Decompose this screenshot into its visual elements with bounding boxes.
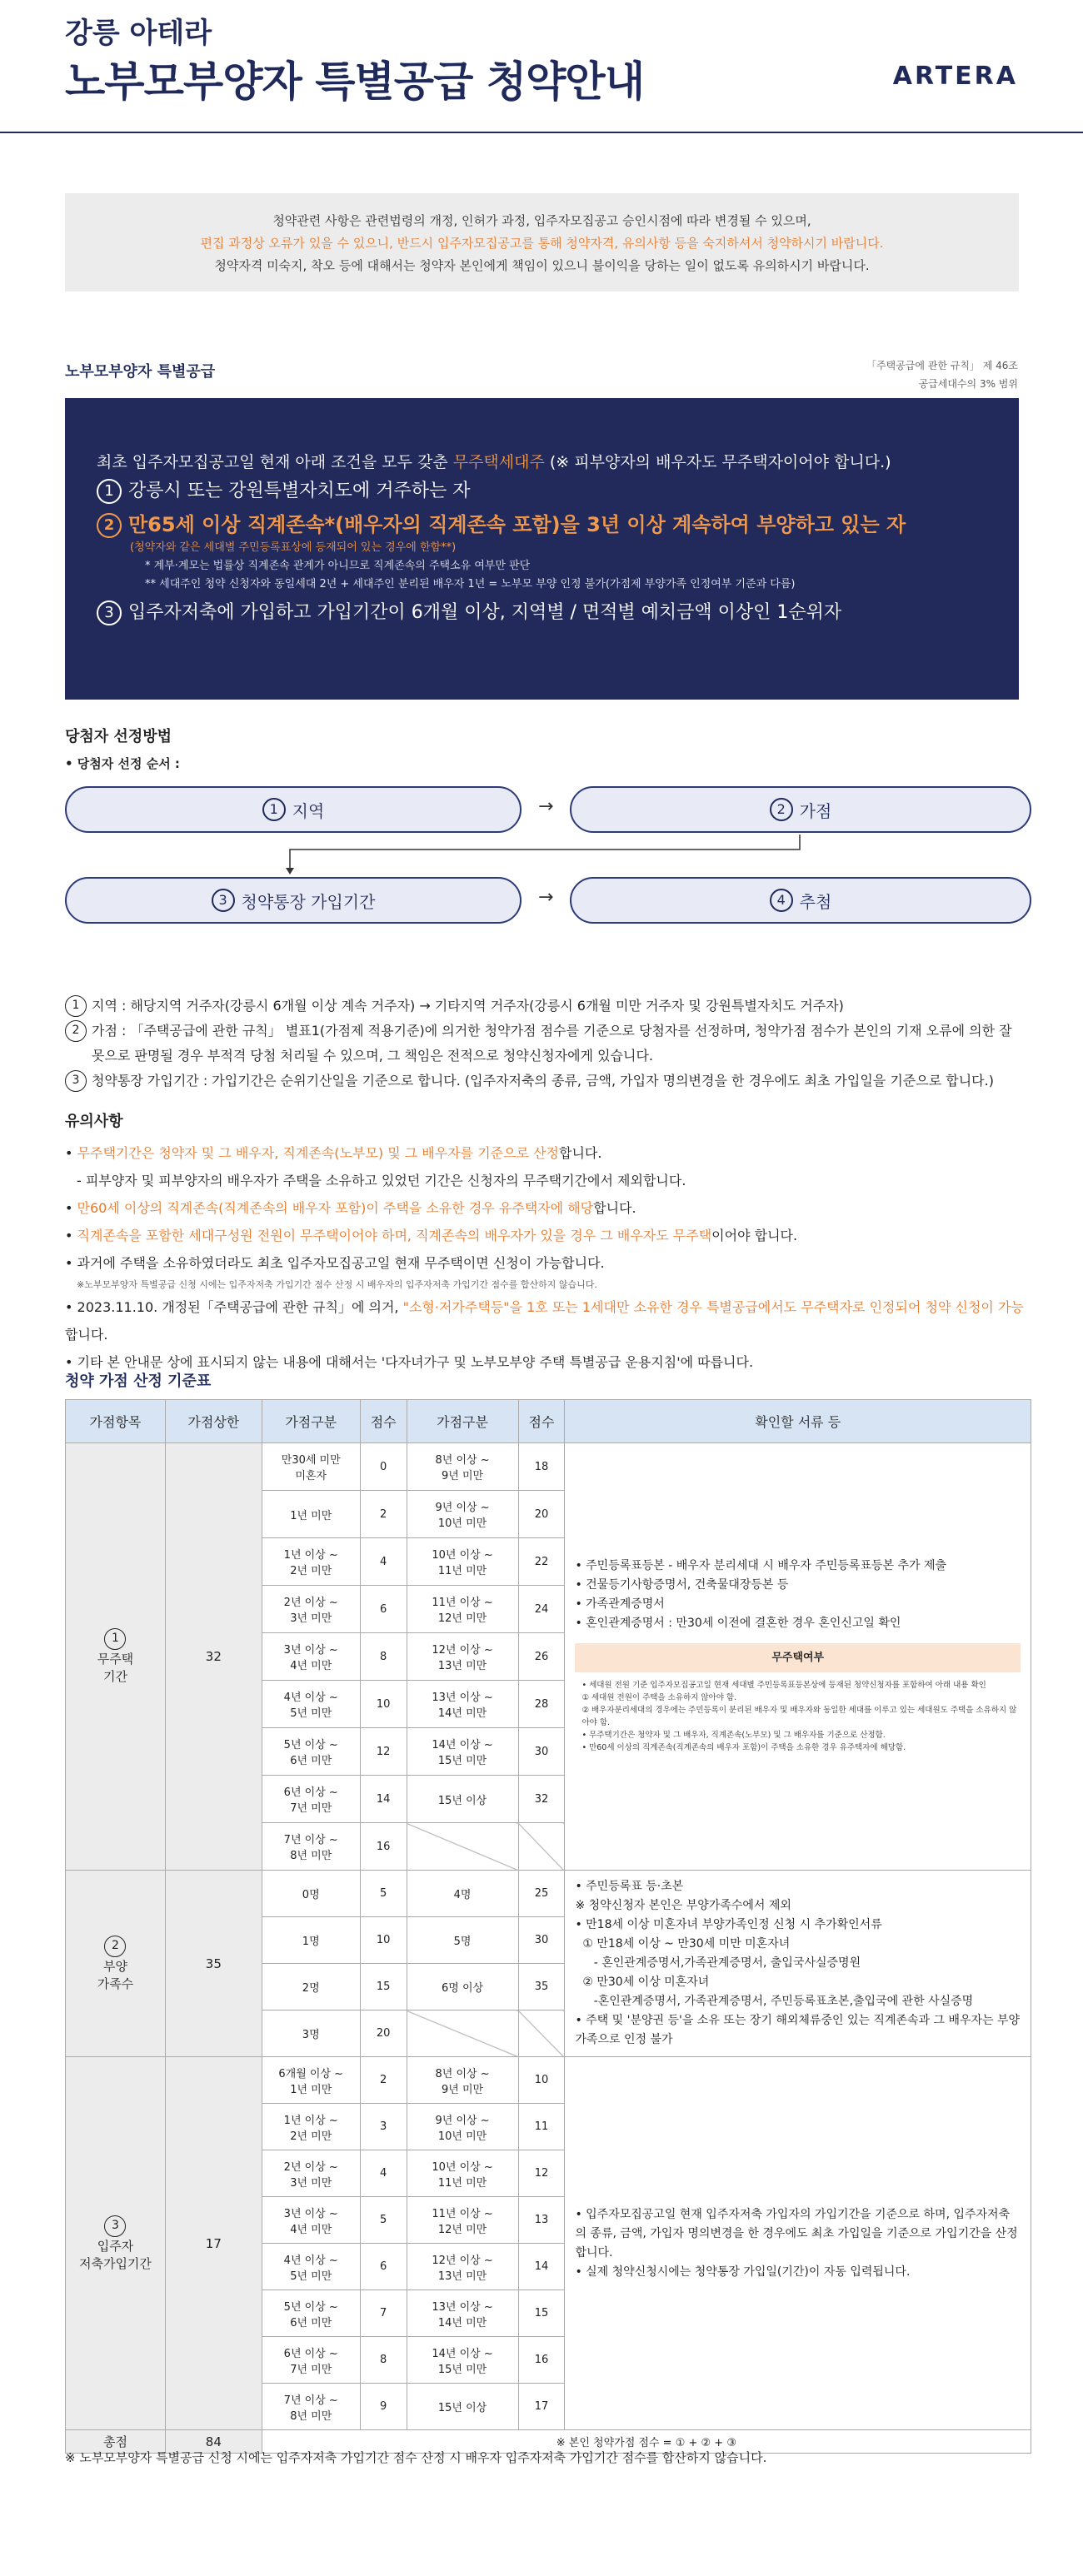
step-score bbox=[570, 786, 1031, 833]
points-cell: 25 bbox=[518, 1871, 565, 1917]
category-cell: 5명 bbox=[407, 1917, 518, 1964]
selection-title: 당첨자 선정방법 bbox=[65, 728, 172, 745]
caution-text: 합니다. bbox=[593, 1200, 636, 1216]
document-line: • 주민등록표 등·초본 bbox=[575, 1880, 684, 1893]
category-cell: 2년 이상 ~ 3년 미만 bbox=[262, 1586, 360, 1633]
caution-sub: - 피부양자 및 피부양자의 배우자가 주택을 소유하고 있었던 기간은 신청자의 무주택기간에서 제외합니다. bbox=[77, 1173, 686, 1188]
points-cell: 16 bbox=[518, 2337, 565, 2384]
points-cell: 2 bbox=[360, 2057, 407, 2104]
points-cell: 15 bbox=[518, 2290, 565, 2337]
documents-cell bbox=[565, 1443, 1031, 1871]
category-cell: 15년 이상 bbox=[407, 2384, 518, 2430]
table-row bbox=[66, 1443, 1031, 1491]
category-cell: 1명 bbox=[262, 1917, 360, 1964]
category-cell: 13년 이상 ~ 14년 미만 bbox=[407, 1681, 518, 1728]
points-cell: 8 bbox=[360, 2337, 407, 2384]
legend-text: 가점 : 「주택공급에 관한 규칙」 별표1(가점제 적용기준)에 의거한 청약가점 점수를 기준으로 당첨자를 선정하며, 청약가점 점수가 본인의 기재 오류에 의한 잘못으로 판명될 경우 부적격 당첨 처리될 수 있으며, 그 책임은 전적으로 청약신청자에게 있습니다. bbox=[92, 1023, 1012, 1064]
points-cell: 0 bbox=[360, 1443, 407, 1491]
footnote: ※ 노부모부양자 특별공급 신청 시에는 입주자저축 가입기간 점수 산정 시 배우자 입주자저축 가입기간 점수를 합산하지 않습니다. bbox=[65, 2450, 767, 2465]
notice-line-2: 편집 과정상 오류가 있을 수 있으니, 반드시 입주자모집공고를 통해 청약자격, 유의사항 등을 숙지하셔서 청약하시기 바랍니다. bbox=[200, 236, 884, 251]
category-cell: 2년 이상 ~ 3년 미만 bbox=[262, 2150, 360, 2197]
step-lottery bbox=[570, 877, 1031, 924]
eligibility-box bbox=[65, 398, 1019, 700]
homeless-check-line: ② 배우자분리세대의 경우에는 주민등록이 분리된 배우자 및 배우자와 동일한 세대를 이루고 있는 세대원도 주택을 소유하지 않아야 함. bbox=[581, 1705, 1017, 1727]
category-cell: 9년 이상 ~ 10년 미만 bbox=[407, 2104, 518, 2150]
caution-text: 과거에 주택을 소유하였더라도 최초 입주자모집공고일 현재 무주택이면 신청이 가능합니다. bbox=[77, 1255, 605, 1271]
circle-number-2: 2 bbox=[97, 513, 122, 538]
item-name-line: 입주자 bbox=[97, 2238, 134, 2254]
total-formula: ※ 본인 청약가점 점수 = ① + ② + ③ bbox=[262, 2430, 1031, 2454]
category-cell: 11년 이상 ~ 12년 미만 bbox=[407, 2197, 518, 2244]
points-cell: 22 bbox=[518, 1538, 565, 1586]
homeless-check-line: • 세대원 전원 기준 입주자모집공고일 현재 세대별 주민등록표등본상에 등재된 청약신청자를 포함하여 아래 내용 확인 bbox=[581, 1680, 986, 1690]
item-name-line: 무주택 bbox=[97, 1652, 134, 1667]
category-cell: 1년 미만 bbox=[262, 1491, 360, 1538]
homeless-check-body bbox=[575, 1672, 1021, 1757]
category-cell: 7년 이상 ~ 8년 미만 bbox=[262, 1823, 360, 1871]
points-cell: 32 bbox=[518, 1776, 565, 1823]
category-cell bbox=[407, 2010, 518, 2057]
document-line: • 만18세 이상 미혼자녀 부양가족인정 신청 시 추가확인서류 bbox=[575, 1918, 882, 1931]
caution-item: • 기타 본 안내문 상에 표시되지 않는 내용에 대해서는 '다자녀가구 및 노부모부양 주택 특별공급 운용지침'에 따릅니다. bbox=[65, 1354, 754, 1370]
category-cell bbox=[407, 1823, 518, 1871]
notice-line-1: 청약관련 사항은 관련법령의 개정, 인허가 과정, 입주자모집공고 승인시점에 따라 변경될 수 있으며, bbox=[272, 213, 811, 228]
caution-list bbox=[65, 1139, 1031, 1376]
category-cell: 6년 이상 ~ 7년 미만 bbox=[262, 2337, 360, 2384]
item-name-line: 가족수 bbox=[97, 1976, 134, 1991]
step-label: 청약통장 가입기간 bbox=[241, 891, 376, 912]
homeless-check-line: • 무주택기간은 청약자 및 그 배우자, 직계존속(노부모) 및 그 배우자를 기준으로 산정함. bbox=[581, 1730, 886, 1740]
points-cell: 7 bbox=[360, 2290, 407, 2337]
points-cell: 6 bbox=[360, 2244, 407, 2290]
notice-line-3: 청약자격 미숙지, 착오 등에 대해서는 청약자 본인에게 책임이 있으니 불이익을 당하는 일이 없도록 유의하시기 바랍니다. bbox=[214, 258, 870, 273]
item-name-line: 기간 bbox=[102, 1669, 127, 1684]
legend-number: 2 bbox=[65, 1020, 87, 1042]
header-area bbox=[0, 0, 1083, 133]
points-cell: 30 bbox=[518, 1728, 565, 1776]
circle-number-3: 3 bbox=[97, 600, 122, 625]
caution-highlight: 만60세 이상의 직계존속(직계존속의 배우자 포함)이 주택을 소유한 경우 유주택자에 해당 bbox=[77, 1200, 594, 1216]
category-cell: 만30세 미만 미혼자 bbox=[262, 1443, 360, 1491]
points-cell: 24 bbox=[518, 1586, 565, 1633]
page-title: 노부모부양자 특별공급 청약안내 bbox=[65, 57, 645, 106]
category-cell: 3명 bbox=[262, 2010, 360, 2057]
category-cell: 6개월 이상 ~ 1년 미만 bbox=[262, 2057, 360, 2104]
caution-title: 유의사항 bbox=[65, 1113, 123, 1130]
category-cell: 4년 이상 ~ 5년 미만 bbox=[262, 1681, 360, 1728]
category-cell: 0명 bbox=[262, 1871, 360, 1917]
caution-item: • 직계존속을 포함한 세대구성원 전원이 무주택이어야 하며, 직계존속의 배우자가 있을 경우 그 배우자도 무주택이어야 합니다. bbox=[65, 1228, 798, 1243]
legend-item-3 bbox=[65, 1069, 1023, 1094]
caution-item: • 만60세 이상의 직계존속(직계존속의 배우자 포함)이 주택을 소유한 경우 유주택자에 해당합니다. bbox=[65, 1200, 636, 1216]
step-region bbox=[65, 786, 522, 833]
condition-2-sub-1: * 계부·계모는 법률상 직계존속 관계가 아니므로 직계존속의 주택소유 여부만 판단 bbox=[145, 560, 531, 572]
category-cell: 8년 이상 ~ 9년 미만 bbox=[407, 2057, 518, 2104]
condition-1-text: 강릉시 또는 강원특별자치도에 거주하는 자 bbox=[128, 481, 471, 501]
score-table bbox=[65, 1399, 1031, 2454]
category-cell: 4년 이상 ~ 5년 미만 bbox=[262, 2244, 360, 2290]
document-line: • 주택 및 '분양권 등'을 소유 또는 장기 해외체류중인 있는 직계존속과 그 배우자는 부양가족으로 인정 불가 bbox=[575, 2014, 1021, 2046]
category-cell: 12년 이상 ~ 13년 미만 bbox=[407, 1633, 518, 1681]
caution-text: 합니다. bbox=[559, 1145, 602, 1161]
points-cell: 10 bbox=[360, 1917, 407, 1964]
score-item-name bbox=[66, 2057, 166, 2430]
legend-number: 1 bbox=[65, 995, 87, 1017]
points-cell: 20 bbox=[518, 1491, 565, 1538]
document-line: • 실제 청약신청시에는 청약통장 가입일(기간)이 자동 입력됩니다. bbox=[575, 2265, 911, 2279]
points-cell: 14 bbox=[360, 1776, 407, 1823]
category-cell: 5년 이상 ~ 6년 미만 bbox=[262, 1728, 360, 1776]
caution-text: 기타 본 안내문 상에 표시되지 않는 내용에 대해서는 '다자녀가구 및 노부모부양 주택 특별공급 운용지침'에 따릅니다. bbox=[77, 1354, 754, 1370]
category-cell: 9년 이상 ~ 10년 미만 bbox=[407, 1491, 518, 1538]
empty-cell bbox=[518, 2010, 565, 2057]
flow-connector bbox=[283, 833, 801, 876]
selection-legend bbox=[65, 994, 1023, 1094]
points-cell: 12 bbox=[518, 2150, 565, 2197]
points-cell: 17 bbox=[518, 2384, 565, 2430]
header-points: 점수 bbox=[360, 1400, 407, 1443]
document-line: -혼인관계증명서, 가족관계증명서, 주민등록표초본,출입국에 관한 사실증명 bbox=[575, 1995, 974, 2008]
law-line-1: 「주택공급에 관한 규칙」 제 46조 bbox=[866, 360, 1018, 371]
caution-text: 합니다. bbox=[65, 1327, 108, 1343]
document-line: - 혼인관계증명서,가족관계증명서, 출입국사실증명원 bbox=[575, 1956, 861, 1970]
points-cell: 15 bbox=[360, 1964, 407, 2010]
document-line: ② 만30세 이상 미혼자녀 bbox=[575, 1976, 710, 1989]
caution-small-note: ※노부모부양자 특별공급 신청 시에는 입주자저축 가입기간 점수 산정 시 배우자의 입주자저축 가입기간 점수를 합산하지 않습니다. bbox=[77, 1279, 597, 1290]
step-subscription-period bbox=[65, 877, 522, 924]
arrow-icon: → bbox=[538, 796, 554, 817]
step-number: 3 bbox=[212, 889, 235, 912]
points-cell: 13 bbox=[518, 2197, 565, 2244]
header-documents: 확인할 서류 등 bbox=[565, 1400, 1031, 1443]
caution-highlight: 무주택기간은 청약자 및 그 배우자, 직계존속(노부모) 및 그 배우자를 기준으로 산정 bbox=[77, 1145, 560, 1161]
lead-note: (※ 피부양자의 배우자도 무주택자이어야 합니다.) bbox=[544, 453, 891, 471]
category-cell: 10년 이상 ~ 11년 미만 bbox=[407, 2150, 518, 2197]
caution-text: 이어야 합니다. bbox=[711, 1228, 798, 1243]
item-number: 3 bbox=[104, 2215, 126, 2237]
brand-line: 강릉 아테라 bbox=[65, 17, 212, 50]
item-number: 2 bbox=[104, 1936, 126, 1957]
category-cell: 12년 이상 ~ 13년 미만 bbox=[407, 2244, 518, 2290]
category-cell: 5년 이상 ~ 6년 미만 bbox=[262, 2290, 360, 2337]
points-cell: 9 bbox=[360, 2384, 407, 2430]
step-label: 추첨 bbox=[799, 891, 832, 912]
category-cell: 10년 이상 ~ 11년 미만 bbox=[407, 1538, 518, 1586]
points-cell: 8 bbox=[360, 1633, 407, 1681]
caution-highlight: 직계존속을 포함한 세대구성원 전원이 무주택이어야 하며, 직계존속의 배우자가 있을 경우 그 배우자도 무주택 bbox=[77, 1228, 712, 1243]
condition-2-note: (청약자와 같은 세대별 주민등록표상에 등재되어 있는 경우에 한함**) bbox=[130, 541, 457, 554]
total-value: 84 bbox=[165, 2430, 262, 2454]
points-cell: 16 bbox=[360, 1823, 407, 1871]
score-item-max: 17 bbox=[165, 2057, 262, 2430]
legend-text: 지역 : 해당지역 거주자(강릉시 6개월 이상 계속 거주자) → 기타지역 거주자(강릉시 6개월 미만 거주자 및 강원특별자치도 거주자) bbox=[92, 998, 844, 1014]
score-item-name bbox=[66, 1443, 166, 1871]
document-line: ※ 청약신청자 본인은 부양가족수에서 제외 bbox=[575, 1899, 791, 1912]
document-line: • 입주자모집공고일 현재 입주자저축 가입자의 가입기간을 기준으로 하며, 입주자저축의 종류, 금액, 가입자 명의변경을 한 경우에도 최초 가입일을 기준으로 가입기간을 산정합니다. bbox=[575, 2207, 1018, 2260]
document-line: • 건물등기사항증명서, 건축물대장등본 등 bbox=[575, 1577, 789, 1592]
points-cell: 10 bbox=[360, 1681, 407, 1728]
points-cell: 10 bbox=[518, 2057, 565, 2104]
score-table-title: 청약 가점 산정 기준표 bbox=[65, 1373, 212, 1390]
points-cell: 4 bbox=[360, 2150, 407, 2197]
header-max: 가점상한 bbox=[165, 1400, 262, 1443]
selection-sub: • 당첨자 선정 순서 : bbox=[65, 756, 180, 771]
lead-text: 최초 입주자모집공고일 현재 아래 조건을 모두 갖춘 bbox=[97, 453, 453, 471]
points-cell: 11 bbox=[518, 2104, 565, 2150]
legend-text: 청약통장 가입기간 : 가입기간은 순위기산일을 기준으로 합니다. (입주자저축의 종류, 금액, 가입자 명의변경을 한 경우에도 최초 가입일을 기준으로 합니다.) bbox=[92, 1073, 994, 1089]
category-cell: 13년 이상 ~ 14년 미만 bbox=[407, 2290, 518, 2337]
caution-item: • 2023.11.10. 개정된「주택공급에 관한 규칙」에 의거, "소형·저가주택등"을 1호 또는 1세대만 소유한 경우 특별공급에서도 무주택자로 인정되어 청약 신청이 가능합니다. bbox=[65, 1299, 1024, 1343]
law-note bbox=[866, 356, 1018, 393]
points-cell: 3 bbox=[360, 2104, 407, 2150]
points-cell: 4 bbox=[360, 1538, 407, 1586]
step-number: 4 bbox=[770, 889, 793, 912]
item-name-line: 저축가입기간 bbox=[78, 2255, 152, 2271]
step-label: 지역 bbox=[292, 800, 325, 821]
step-number: 1 bbox=[262, 798, 286, 821]
points-cell: 28 bbox=[518, 1681, 565, 1728]
points-cell: 18 bbox=[518, 1443, 565, 1491]
condition-2 bbox=[97, 511, 1019, 539]
category-cell: 6명 이상 bbox=[407, 1964, 518, 2010]
caution-item: • 무주택기간은 청약자 및 그 배우자, 직계존속(노부모) 및 그 배우자를 기준으로 산정합니다. bbox=[65, 1145, 602, 1161]
category-cell: 14년 이상 ~ 15년 미만 bbox=[407, 1728, 518, 1776]
caution-item: • 과거에 주택을 소유하였더라도 최초 입주자모집공고일 현재 무주택이면 신청이 가능합니다. bbox=[65, 1255, 605, 1271]
points-cell: 26 bbox=[518, 1633, 565, 1681]
points-cell: 5 bbox=[360, 2197, 407, 2244]
points-cell: 30 bbox=[518, 1917, 565, 1964]
points-cell: 35 bbox=[518, 1964, 565, 2010]
item-name-line: 부양 bbox=[102, 1958, 127, 1974]
category-cell: 1년 이상 ~ 2년 미만 bbox=[262, 1538, 360, 1586]
category-cell: 6년 이상 ~ 7년 미만 bbox=[262, 1776, 360, 1823]
total-label: 총점 bbox=[66, 2430, 166, 2454]
points-cell: 20 bbox=[360, 2010, 407, 2057]
caution-text: 2023.11.10. 개정된「주택공급에 관한 규칙」에 의거, bbox=[77, 1299, 403, 1315]
legend-number: 3 bbox=[65, 1070, 87, 1092]
item-number: 1 bbox=[104, 1628, 126, 1650]
document-line: • 가족관계증명서 bbox=[575, 1597, 665, 1611]
condition-2-sub-2: ** 세대주인 청약 신청자와 동일세대 2년 + 세대주인 분리된 배우자 1년 = 노부모 부양 인정 불가(가점제 부양가족 인정여부 기준과 다름) bbox=[145, 578, 796, 590]
empty-cell bbox=[518, 1823, 565, 1871]
document-line: ① 만18세 이상 ~ 만30세 미만 미혼자녀 bbox=[575, 1937, 791, 1951]
score-item-max: 35 bbox=[165, 1871, 262, 2057]
homeless-check-title: 무주택여부 bbox=[575, 1643, 1021, 1672]
notice-box bbox=[65, 193, 1019, 291]
score-item-max: 32 bbox=[165, 1443, 262, 1871]
category-cell: 3년 이상 ~ 4년 미만 bbox=[262, 1633, 360, 1681]
header-item: 가점항목 bbox=[66, 1400, 166, 1443]
table-row bbox=[66, 2057, 1031, 2104]
document-line: • 주민등록표등본 - 배우자 분리세대 시 배우자 주민등록표등본 추가 제출 bbox=[575, 1558, 947, 1572]
caution-highlight: "소형·저가주택등"을 1호 또는 1세대만 소유한 경우 특별공급에서도 무주택자로 인정되어 청약 신청이 가능 bbox=[402, 1299, 1024, 1315]
category-cell: 4명 bbox=[407, 1871, 518, 1917]
circle-number-1: 1 bbox=[97, 479, 122, 504]
eligibility-lead bbox=[97, 450, 1019, 472]
header-category: 가점구분 bbox=[262, 1400, 360, 1443]
step-number: 2 bbox=[770, 798, 793, 821]
documents-cell bbox=[565, 1871, 1031, 2057]
homeless-check-line: • 만60세 이상의 직계존속(직계존속의 배우자 포함)이 주택을 소유한 경우 유주택자에 해당함. bbox=[581, 1742, 906, 1752]
table-header-row bbox=[66, 1400, 1031, 1443]
points-cell: 12 bbox=[360, 1728, 407, 1776]
legend-item-2 bbox=[65, 1019, 1023, 1069]
documents-cell bbox=[565, 2057, 1031, 2430]
special-supply-title: 노부모부양자 특별공급 bbox=[65, 363, 216, 381]
category-cell: 11년 이상 ~ 12년 미만 bbox=[407, 1586, 518, 1633]
header-category: 가점구분 bbox=[407, 1400, 518, 1443]
condition-3-text: 입주자저축에 가입하고 가입기간이 6개월 이상, 지역별 / 면적별 예치금액 이상인 1순위자 bbox=[128, 602, 842, 623]
points-cell: 5 bbox=[360, 1871, 407, 1917]
legend-item-1 bbox=[65, 994, 1023, 1019]
condition-2-text: 만65세 이상 직계존속*(배우자의 직계존속 포함)을 3년 이상 계속하여 부양하고 있는 자 bbox=[128, 513, 906, 536]
homeless-check-box bbox=[575, 1643, 1021, 1757]
category-cell: 2명 bbox=[262, 1964, 360, 2010]
category-cell: 15년 이상 bbox=[407, 1776, 518, 1823]
header-points: 점수 bbox=[518, 1400, 565, 1443]
points-cell: 2 bbox=[360, 1491, 407, 1538]
document-line: • 혼인관계증명서 : 만30세 이전에 결혼한 경우 혼인신고일 확인 bbox=[575, 1616, 901, 1630]
condition-1 bbox=[97, 477, 1019, 506]
condition-3 bbox=[97, 599, 1019, 627]
category-cell: 3년 이상 ~ 4년 미만 bbox=[262, 2197, 360, 2244]
category-cell: 14년 이상 ~ 15년 미만 bbox=[407, 2337, 518, 2384]
category-cell: 7년 이상 ~ 8년 미만 bbox=[262, 2384, 360, 2430]
table-row bbox=[66, 1871, 1031, 1917]
homeless-check-line: ① 세대원 전원이 주택을 소유하지 않아야 함. bbox=[581, 1692, 737, 1702]
law-line-2: 공급세대수의 3% 범위 bbox=[918, 378, 1018, 390]
points-cell: 6 bbox=[360, 1586, 407, 1633]
points-cell: 14 bbox=[518, 2244, 565, 2290]
category-cell: 8년 이상 ~ 9년 미만 bbox=[407, 1443, 518, 1491]
category-cell: 1년 이상 ~ 2년 미만 bbox=[262, 2104, 360, 2150]
score-item-name bbox=[66, 1871, 166, 2057]
arrow-icon: → bbox=[538, 887, 554, 908]
artera-logo: ARTERA bbox=[892, 62, 1018, 91]
lead-highlight: 무주택세대주 bbox=[452, 453, 545, 471]
step-label: 가점 bbox=[799, 800, 832, 821]
